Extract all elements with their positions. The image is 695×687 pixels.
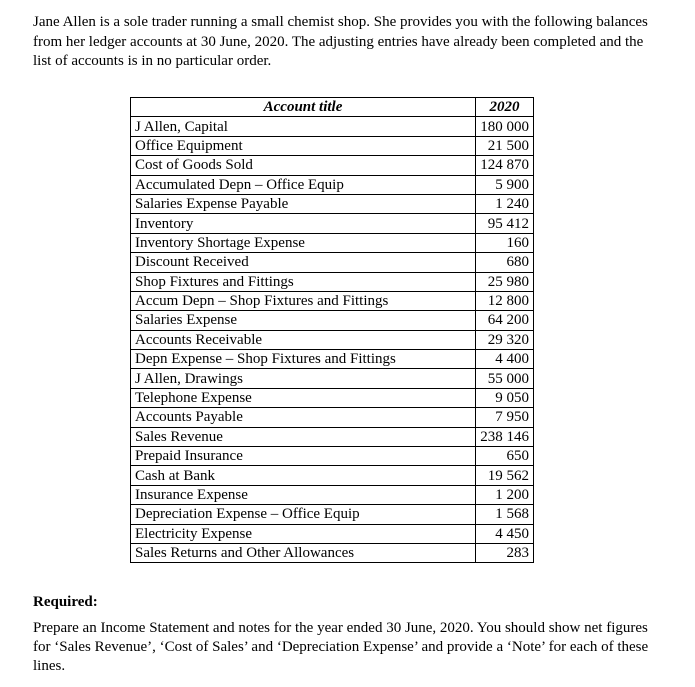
balance-amount-cell: 124 870 <box>476 156 534 175</box>
account-title-cell: Accounts Payable <box>131 408 476 427</box>
balance-amount-cell: 29 320 <box>476 330 534 349</box>
table-row <box>131 388 534 407</box>
balance-amount-cell: 95 412 <box>476 214 534 233</box>
table-header-row <box>131 98 534 117</box>
ledger-table-container <box>130 97 534 563</box>
table-row <box>131 505 534 524</box>
account-title-cell: Accounts Receivable <box>131 330 476 349</box>
account-title-cell: Accum Depn – Shop Fixtures and Fittings <box>131 291 476 310</box>
table-row <box>131 524 534 543</box>
balance-amount-cell: 1 200 <box>476 485 534 504</box>
table-row <box>131 427 534 446</box>
table-row <box>131 447 534 466</box>
account-title-cell: Salaries Expense Payable <box>131 194 476 213</box>
table-row <box>131 156 534 175</box>
balance-amount-cell: 283 <box>476 543 534 562</box>
account-title-cell: Sales Returns and Other Allowances <box>131 543 476 562</box>
balance-amount-cell: 650 <box>476 447 534 466</box>
ledger-balances-table <box>130 97 534 563</box>
table-row <box>131 136 534 155</box>
table-row <box>131 311 534 330</box>
account-title-cell: Accumulated Depn – Office Equip <box>131 175 476 194</box>
account-title-header: Account title <box>131 98 476 117</box>
balance-amount-cell: 5 900 <box>476 175 534 194</box>
balance-amount-cell: 160 <box>476 233 534 252</box>
account-title-cell: Discount Received <box>131 253 476 272</box>
account-title-cell: Inventory Shortage Expense <box>131 233 476 252</box>
table-row <box>131 350 534 369</box>
account-title-cell: Inventory <box>131 214 476 233</box>
table-row <box>131 369 534 388</box>
account-title-cell: Cost of Goods Sold <box>131 156 476 175</box>
table-row <box>131 214 534 233</box>
table-row <box>131 408 534 427</box>
table-row <box>131 466 534 485</box>
account-title-cell: Prepaid Insurance <box>131 447 476 466</box>
balance-amount-cell: 238 146 <box>476 427 534 446</box>
balance-amount-cell: 4 450 <box>476 524 534 543</box>
balance-amount-cell: 25 980 <box>476 272 534 291</box>
account-title-cell: Salaries Expense <box>131 311 476 330</box>
required-heading: Required: <box>33 594 98 610</box>
balance-amount-cell: 680 <box>476 253 534 272</box>
account-title-cell: Insurance Expense <box>131 485 476 504</box>
intro-paragraph: Jane Allen is a sole trader running a small chemist shop. She provides you with the following balances from her ledger accounts at 30 June, 2020. The adjusting entries have already been completed and the list of accounts is in no particular order. <box>33 14 648 69</box>
table-row <box>131 233 534 252</box>
account-title-cell: Depreciation Expense – Office Equip <box>131 505 476 524</box>
account-title-cell: Sales Revenue <box>131 427 476 446</box>
table-row <box>131 272 534 291</box>
account-title-cell: Cash at Bank <box>131 466 476 485</box>
balance-amount-cell: 7 950 <box>476 408 534 427</box>
account-title-cell: Office Equipment <box>131 136 476 155</box>
table-row <box>131 194 534 213</box>
table-row <box>131 543 534 562</box>
balance-amount-cell: 4 400 <box>476 350 534 369</box>
account-title-cell: Depn Expense – Shop Fixtures and Fittings <box>131 350 476 369</box>
table-row <box>131 291 534 310</box>
balance-amount-cell: 64 200 <box>476 311 534 330</box>
table-row <box>131 175 534 194</box>
account-title-cell: J Allen, Drawings <box>131 369 476 388</box>
table-row <box>131 330 534 349</box>
account-title-cell: Telephone Expense <box>131 388 476 407</box>
balance-amount-cell: 12 800 <box>476 291 534 310</box>
account-title-cell: Electricity Expense <box>131 524 476 543</box>
balance-amount-cell: 55 000 <box>476 369 534 388</box>
ledger-table-body <box>131 117 534 563</box>
balance-amount-cell: 1 568 <box>476 505 534 524</box>
account-title-cell: Shop Fixtures and Fittings <box>131 272 476 291</box>
balance-amount-cell: 9 050 <box>476 388 534 407</box>
balance-amount-cell: 19 562 <box>476 466 534 485</box>
table-row <box>131 485 534 504</box>
table-row <box>131 253 534 272</box>
balance-amount-cell: 1 240 <box>476 194 534 213</box>
year-header: 2020 <box>476 98 534 117</box>
required-instruction: Prepare an Income Statement and notes for the year ended 30 June, 2020. You should show net figures for ‘Sales Revenue’, ‘Cost of Sales’ and ‘Depreciation Expense’ and provide a ‘Note’ for each of these lines. <box>33 620 649 674</box>
balance-amount-cell: 21 500 <box>476 136 534 155</box>
account-title-cell: J Allen, Capital <box>131 117 476 136</box>
balance-amount-cell: 180 000 <box>476 117 534 136</box>
table-row <box>131 117 534 136</box>
